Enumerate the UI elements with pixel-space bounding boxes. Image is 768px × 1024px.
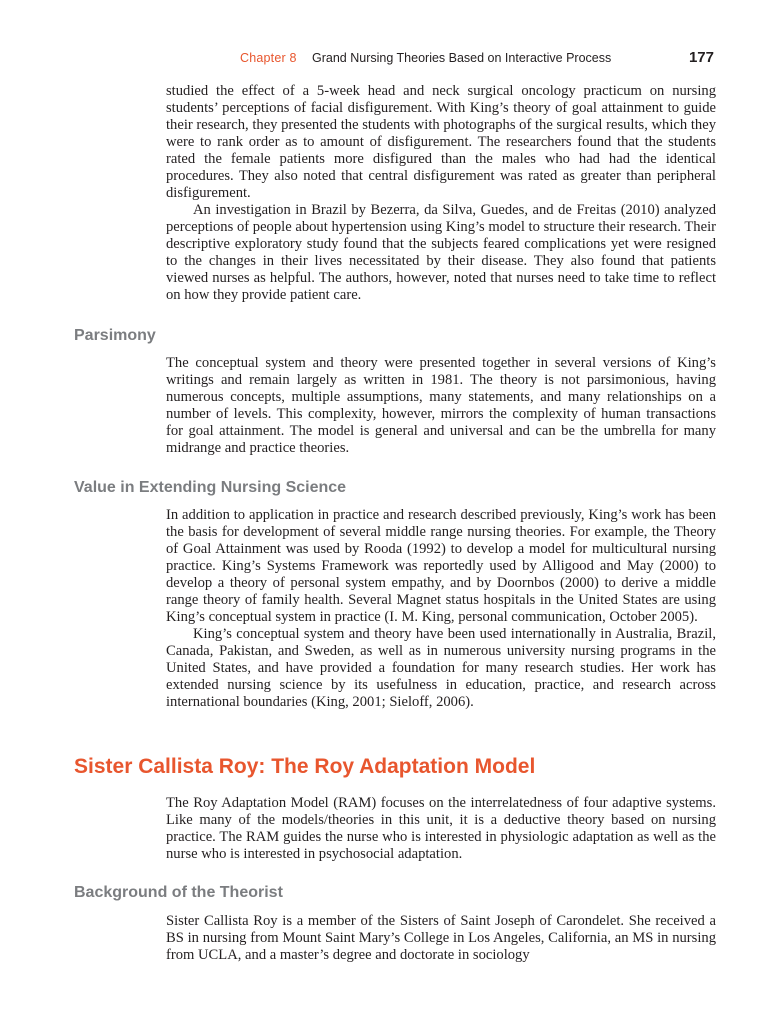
chapter-title: Grand Nursing Theories Based on Interactive Process xyxy=(312,51,612,65)
paragraph: An investigation in Brazil by Bezerra, da Silva, Guedes, and de Freitas (2010) analyzed perceptions of people about hypertension using King’s model to structure their research. Their descriptive exploratory study found that the subjects feared complications yet were resigned to the changes in their lives necessitated by their disease. They also found that patients viewed nurses as helpful. The authors, however, noted that nurses need to take time to reflect on how they provide patient care. xyxy=(166,202,716,303)
paragraph: In addition to application in practice and research described previously, King’s work has been the basis for development of several middle range nursing theories. For example, the Theory of Goal Attainment was used by Rooda (1992) to develop a model for multicultural nursing practice. King’s Systems Framework was reportedly used by Alligood and May (2000) to develop a theory of personal system empathy, and by Doornbos (2000) to derive a middle range theory of family health. Several Magnet status hospitals in the United States are using King’s conceptual system in practice (I. M. King, personal communication, October 2005). xyxy=(166,507,716,625)
paragraph: King’s conceptual system and theory have been used internationally in Australia, Brazil, Canada, Pakistan, and Sweden, as well as in numerous university nursing programs in the United States, and have provided a foundation for many research studies. Her work has extended nursing science by its usefulness in education, practice, and research across international boundaries (King, 2001; Sieloff, 2006). xyxy=(166,626,716,710)
paragraph: The Roy Adaptation Model (RAM) focuses on the interrelatedness of four adaptive systems. Like many of the models/theories in this unit, it is a deductive theory based on nursing practice. The RAM guides the nurse who is interested in physiologic adaptation as well as the nurse who is interested in psychosocial adaptation. xyxy=(166,795,716,862)
continued-section xyxy=(166,83,716,304)
background-heading: Background of the Theorist xyxy=(74,884,283,901)
parsimony-heading: Parsimony xyxy=(74,327,156,344)
parsimony-section xyxy=(166,355,716,457)
chapter-label: Chapter 8 xyxy=(240,51,297,65)
background-section xyxy=(166,913,716,964)
roy-section-heading: Sister Callista Roy: The Roy Adaptation Model xyxy=(74,755,536,778)
value-section xyxy=(166,507,716,711)
running-head xyxy=(0,49,768,69)
page-number: 177 xyxy=(688,49,714,66)
paragraph: The conceptual system and theory were presented together in several versions of King’s writings and remain largely as written in 1981. The theory is not parsimonious, having numerous concepts, multiple assumptions, many statements, and many relationships on a number of levels. This complexity, however, mirrors the complexity of human transactions for goal attainment. The model is general and universal and can be the umbrella for many midrange and practice theories. xyxy=(166,355,716,456)
value-heading: Value in Extending Nursing Science xyxy=(74,479,347,496)
paragraph: Sister Callista Roy is a member of the Sisters of Saint Joseph of Carondelet. She received a BS in nursing from Mount Saint Mary’s College in Los Angeles, California, an MS in nursing from UCLA, and a master’s degree and doctorate in sociology xyxy=(166,913,716,963)
paragraph: studied the effect of a 5-week head and neck surgical oncology practicum on nursing students’ perceptions of facial disfigurement. With King’s theory of goal attainment to guide their research, they presented the students with photographs of the surgical results, which they were to rank order as to amount of disfigurement. The researchers found that the students rated the female patients more disfigured than the males who had had the identical procedures. They also noted that central disfigurement was rated as greater than peripheral disfigurement. xyxy=(166,83,716,201)
roy-section xyxy=(166,795,716,863)
